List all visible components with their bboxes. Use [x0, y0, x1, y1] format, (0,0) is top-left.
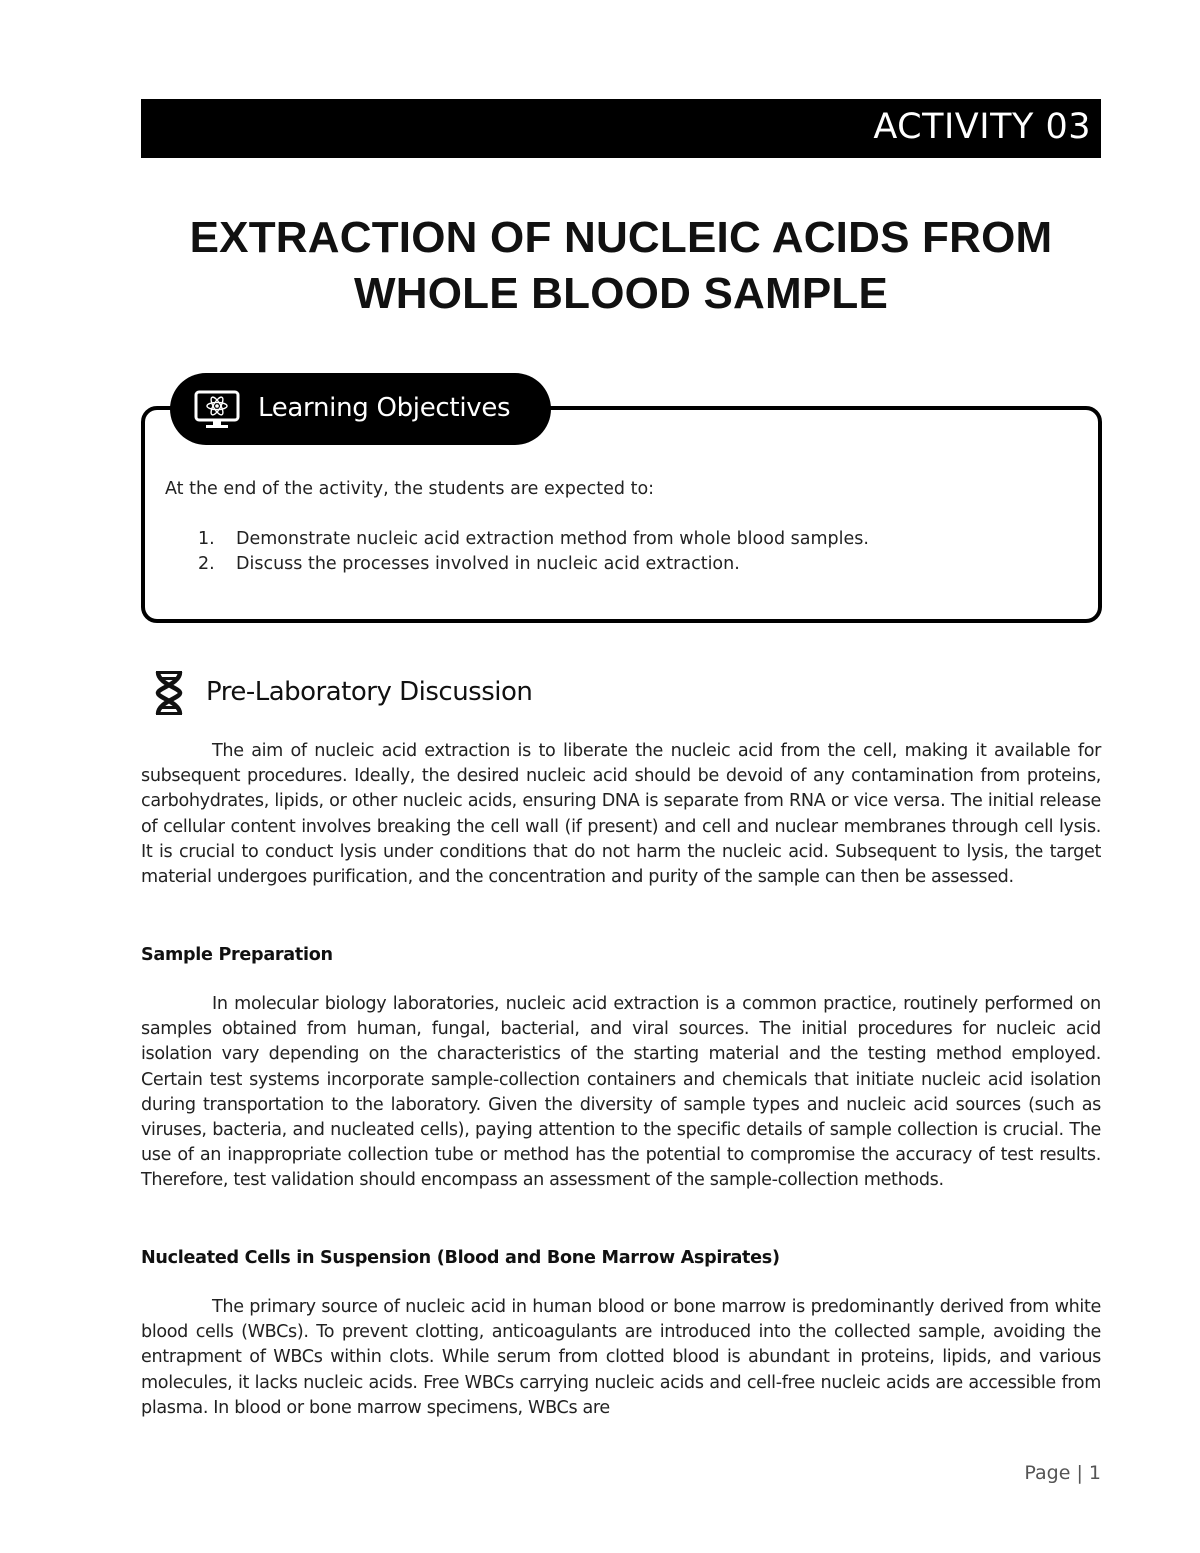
activity-label: ACTIVITY 03 [873, 107, 1091, 147]
objectives-list [165, 527, 869, 577]
page-title [141, 210, 1101, 322]
page-title-line-1: EXTRACTION OF NUCLEIC ACIDS FROM [189, 213, 1053, 262]
monitor-atom-icon [194, 390, 240, 430]
page-title-line-2: WHOLE BLOOD SAMPLE [353, 269, 889, 318]
objective-item [165, 527, 869, 552]
objective-item [165, 552, 869, 577]
sample-preparation-paragraph: In molecular biology laboratories, nucleic acid extraction is a common practice, routinely performed on samples obtained from human, fungal, bacterial, and viral sources. The initial procedures for nucleic acid isolation vary depending on the characteristics of the starting material and the testing method employed. Certain test systems incorporate sample-collection containers and chemicals that initiate nucleic acid isolation during transportation to the laboratory. Given the diversity of sample types and nucleic acid sources (such as viruses, bacteria, and nucleated cells), paying attention to the specific details of sample collection is crucial. The use of an inappropriate collection tube or method has the potential to compromise the accuracy of test results. Therefore, test validation should encompass an assessment of the sample-collection methods. [141, 994, 1101, 1191]
pre-lab-paragraph: The aim of nucleic acid extraction is to liberate the nucleic acid from the cell, making it available for subsequent procedures. Ideally, the desired nucleic acid should be devoid of any contamination from proteins, carbohydrates, lipids, or other nucleic acids, ensuring DNA is separate from RNA or vice versa. The initial release of cellular content involves breaking the cell wall (if present) and cell and nuclear membranes through cell lysis. It is crucial to conduct lysis under conditions that do not harm the nucleic acid. Subsequent to lysis, the target material undergoes purification, and the concentration and purity of the sample can then be assessed. [141, 741, 1101, 888]
nucleated-cells-heading: Nucleated Cells in Suspension (Blood and Bone Marrow Aspirates) [141, 1248, 780, 1268]
dna-icon [154, 670, 184, 716]
objective-number: 2. [198, 554, 215, 574]
pre-lab-heading: Pre-Laboratory Discussion [206, 677, 533, 707]
objective-text: Demonstrate nucleic acid extraction method from whole blood samples. [236, 529, 869, 549]
learning-objectives-header [170, 373, 551, 445]
sample-preparation-heading: Sample Preparation [141, 945, 333, 965]
nucleated-cells-paragraph: The primary source of nucleic acid in human blood or bone marrow is predominantly derived from white blood cells (WBCs). To prevent clotting, anticoagulants are introduced into the collected sample, avoiding the entrapment of WBCs within clots. While serum from clotted blood is abundant in proteins, lipids, and various molecules, it lacks nucleic acids. Free WBCs carrying nucleic acids and cell-free nucleic acids are accessible from plasma. In blood or bone marrow specimens, WBCs are [141, 1297, 1101, 1418]
objective-number: 1. [198, 529, 215, 549]
learning-objectives-heading: Learning Objectives [258, 393, 511, 423]
activity-banner [141, 99, 1101, 158]
objectives-intro: At the end of the activity, the students are expected to: [165, 479, 655, 499]
page-number: Page | 1 [1024, 1462, 1101, 1484]
objective-text: Discuss the processes involved in nucleic acid extraction. [236, 554, 740, 574]
